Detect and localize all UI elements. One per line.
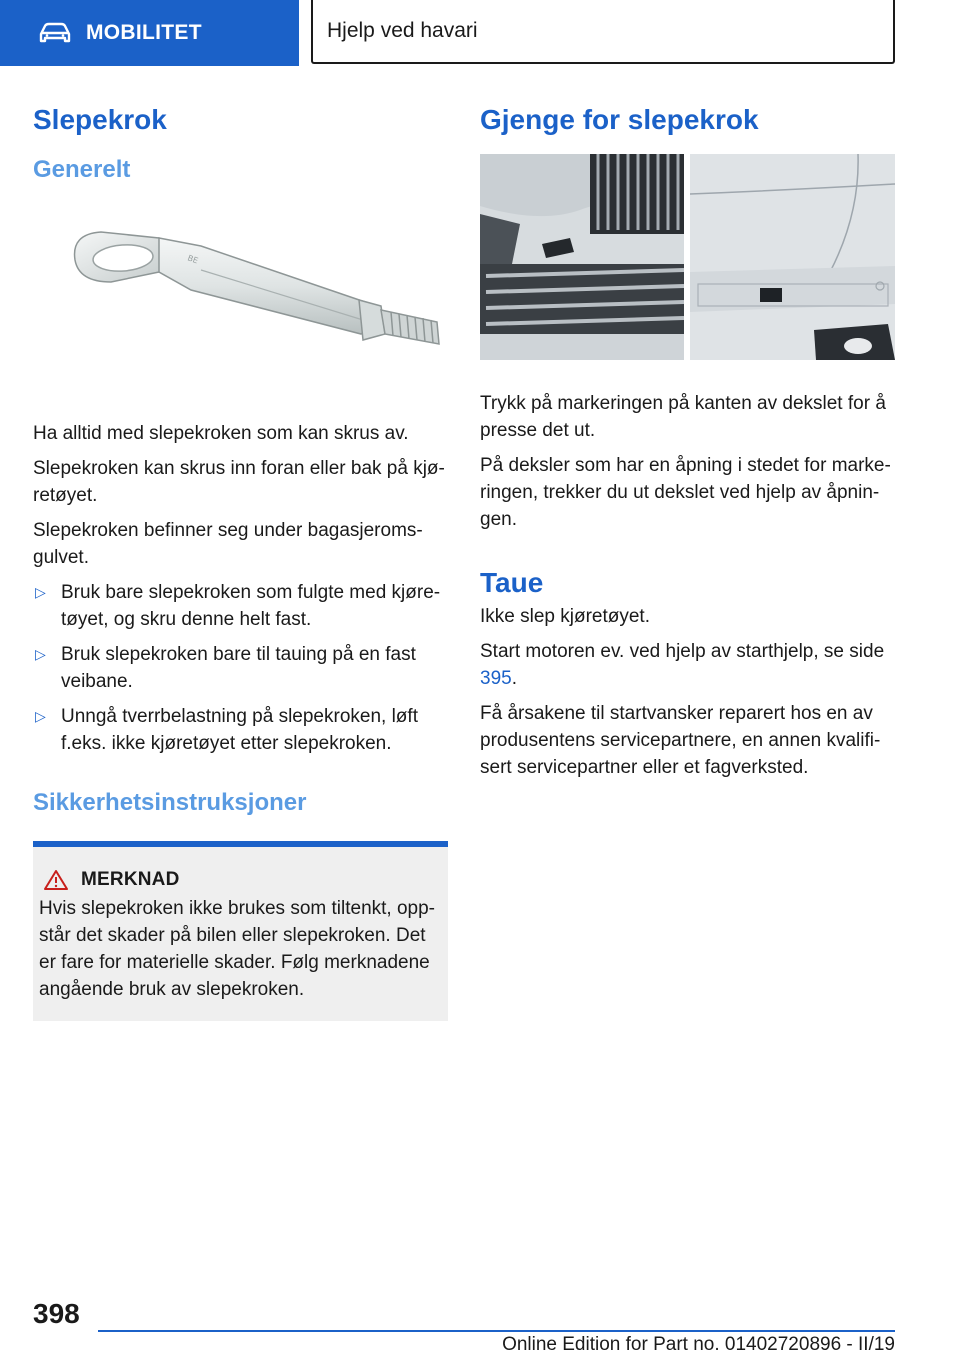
chapter-label: MOBILITET (86, 21, 202, 44)
paragraph: Slepekroken kan skrus inn foran eller bak på kjø‐retøyet. (33, 458, 445, 506)
triangle-bullet-icon: ▷ (35, 708, 46, 724)
triangle-bullet-icon: ▷ (35, 646, 46, 662)
section-title: Hjelp ved havari (327, 19, 478, 42)
notice-text: Hvis slepekroken ikke brukes som tiltenkt, opp‐står det skader på bilen eller slepekroken. Det er fare for materielle skader. Følg merknadene angående bruk av slepekroken. (39, 898, 435, 1000)
section-header (311, 0, 895, 64)
subheading-generelt: Generelt (33, 156, 131, 183)
page-number: 398 (33, 1298, 80, 1329)
tow-hook-illustration (41, 194, 441, 414)
rear-bumper-photo (690, 154, 895, 360)
svg-text:BE: BE (185, 253, 199, 266)
right-column (480, 100, 895, 781)
edition-info: Online Edition for Part no. 01402720896 - II/19 (502, 1334, 895, 1355)
paragraph: På deksler som har en åpning i stedet for marke‐ringen, trekker du ut dekslet ved hjelp av åpnin‐gen. (480, 455, 891, 530)
list-item: ▷ Bruk slepekroken bare til tauing på en fast veibane. (33, 641, 448, 695)
heading-taue: Taue (480, 567, 544, 598)
bullet-list (33, 579, 448, 757)
left-column (33, 100, 448, 1021)
page-reference-link[interactable]: 395 (480, 668, 512, 689)
footer-divider (98, 1330, 895, 1332)
heading-slepekrok: Slepekrok (33, 104, 167, 135)
paragraph: Trykk på markeringen på kanten av dekslet for å presse det ut. (480, 393, 886, 441)
list-item: ▷ Bruk bare slepekroken som fulgte med kjøre‐tøyet, og skru denne helt fast. (33, 579, 448, 633)
paragraph: Ha alltid med slepekroken som kan skrus av. (33, 423, 409, 444)
notice-header (39, 869, 440, 891)
paragraph: Få årsakene til startvansker reparert hos en av produsentens servicepartnere, en annen kvalifi‐sert servicepartner eller et fagverksted. (480, 703, 881, 778)
paragraph: Start motoren ev. ved hjelp av starthjelp, se side 395. (480, 641, 885, 689)
cover-photo (480, 154, 895, 360)
subheading-sikkerhetsinstruksjoner: Sikkerhetsinstruksjoner (33, 789, 307, 816)
car-icon (38, 22, 72, 44)
paragraph: Slepekroken befinner seg under bagasjeroms‐gulvet. (33, 520, 423, 568)
paragraph: Ikke slep kjøretøyet. (480, 606, 650, 627)
chapter-tab[interactable] (0, 0, 299, 66)
list-item: ▷ Unngå tverrbelastning på slepekroken, løft f.eks. ikke kjøretøyet etter slepekroken. (33, 703, 448, 757)
triangle-bullet-icon: ▷ (35, 584, 46, 600)
notice-title: MERKNAD (81, 869, 180, 890)
heading-gjenge-for-slepekrok: Gjenge for slepekrok (480, 104, 759, 135)
notice-box (33, 841, 448, 1021)
warning-icon (43, 869, 69, 891)
front-bumper-photo (480, 154, 684, 360)
